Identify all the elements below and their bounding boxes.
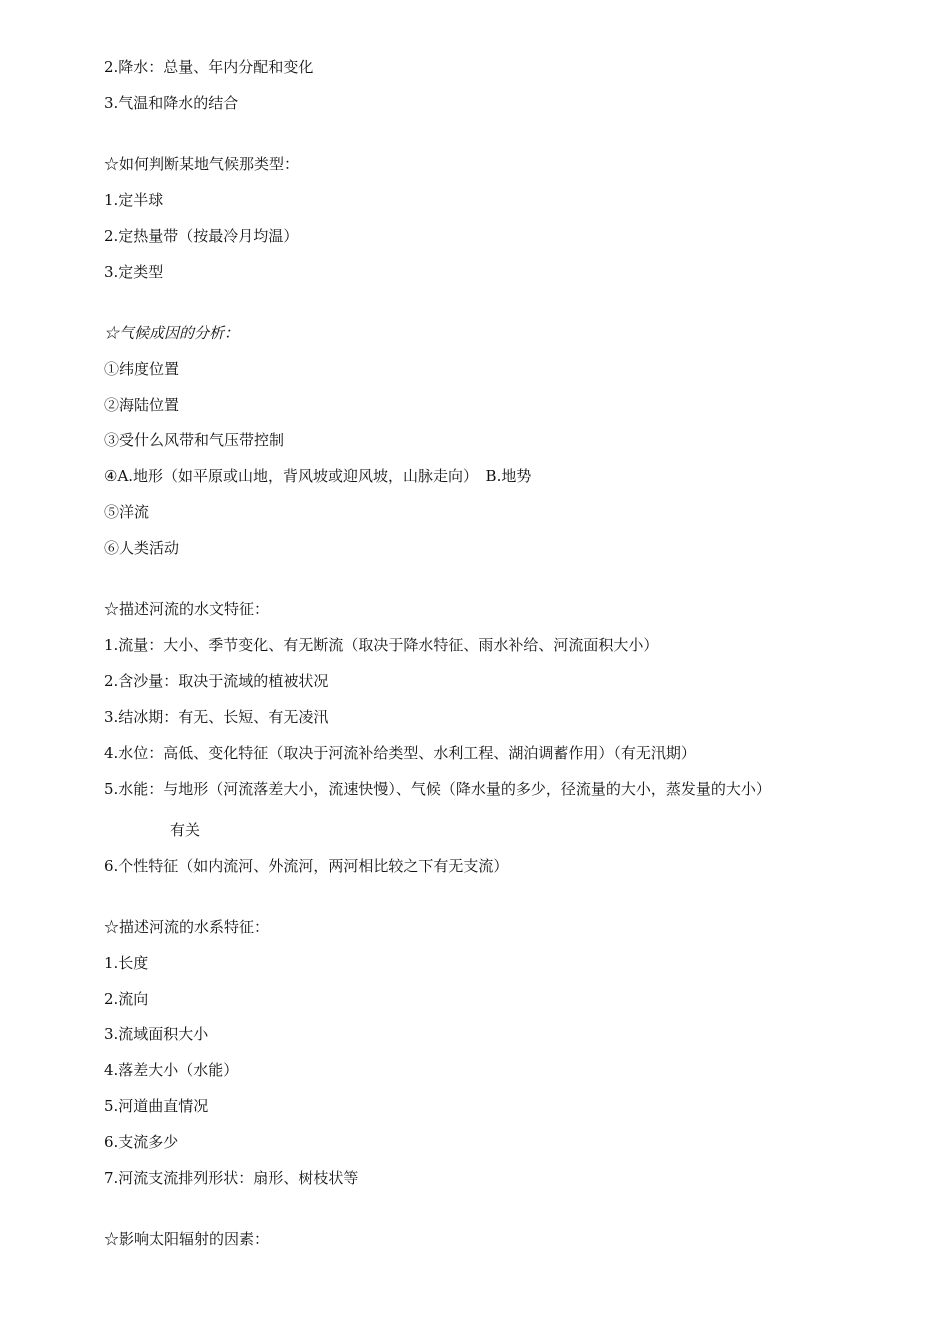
list-item: 4.落差大小（水能） — [104, 1061, 239, 1079]
list-item: ②海陆位置 — [104, 396, 180, 414]
list-item: 6.个性特征（如内流河、外流河，两河相比较之下有无支流） — [104, 857, 509, 875]
text-line: 2.降水：总量、年内分配和变化 — [104, 58, 314, 76]
list-item: 5.水能：与地形（河流落差大小，流速快慢）、气候（降水量的多少，径流量的大小，蒸发量的大小） — [104, 780, 771, 798]
list-item: 2.流向 — [104, 990, 149, 1008]
list-item: 1.长度 — [104, 954, 149, 972]
list-item: 5.河道曲直情况 — [104, 1097, 209, 1115]
list-item: ⑤洋流 — [104, 503, 150, 521]
list-item: ①纬度位置 — [104, 360, 180, 378]
section-heading: ☆描述河流的水文特征： — [104, 600, 270, 618]
list-item: ③受什么风带和气压带控制 — [104, 431, 285, 449]
section-heading: ☆描述河流的水系特征： — [104, 918, 270, 936]
section-heading: ☆如何判断某地气候那类型： — [104, 155, 300, 173]
list-item-continuation: 有关 — [170, 821, 201, 839]
section-heading: ☆气候成因的分析： — [104, 324, 240, 342]
text-line: 3.气温和降水的结合 — [104, 94, 239, 112]
section-heading: ☆影响太阳辐射的因素： — [104, 1230, 270, 1248]
list-item: ⑥人类活动 — [104, 539, 180, 557]
list-item: 4.水位：高低、变化特征（取决于河流补给类型、水利工程、湖泊调蓄作用）（有无汛期） — [104, 744, 696, 762]
list-item: ④A.地形（如平原或山地，背风坡或迎风坡，山脉走向） B.地势 — [104, 467, 532, 485]
list-item: 1.流量：大小、季节变化、有无断流（取决于降水特征、雨水补给、河流面积大小） — [104, 636, 659, 654]
list-item: 3.结冰期：有无、长短、有无凌汛 — [104, 708, 329, 726]
list-item: 1.定半球 — [104, 191, 164, 209]
list-item: 2.定热量带（按最冷月均温） — [104, 227, 299, 245]
list-item: 3.流域面积大小 — [104, 1025, 209, 1043]
list-item: 3.定类型 — [104, 263, 164, 281]
list-item: 7.河流支流排列形状：扇形、树枝状等 — [104, 1169, 359, 1187]
list-item: 6.支流多少 — [104, 1133, 179, 1151]
list-item: 2.含沙量：取决于流域的植被状况 — [104, 672, 329, 690]
